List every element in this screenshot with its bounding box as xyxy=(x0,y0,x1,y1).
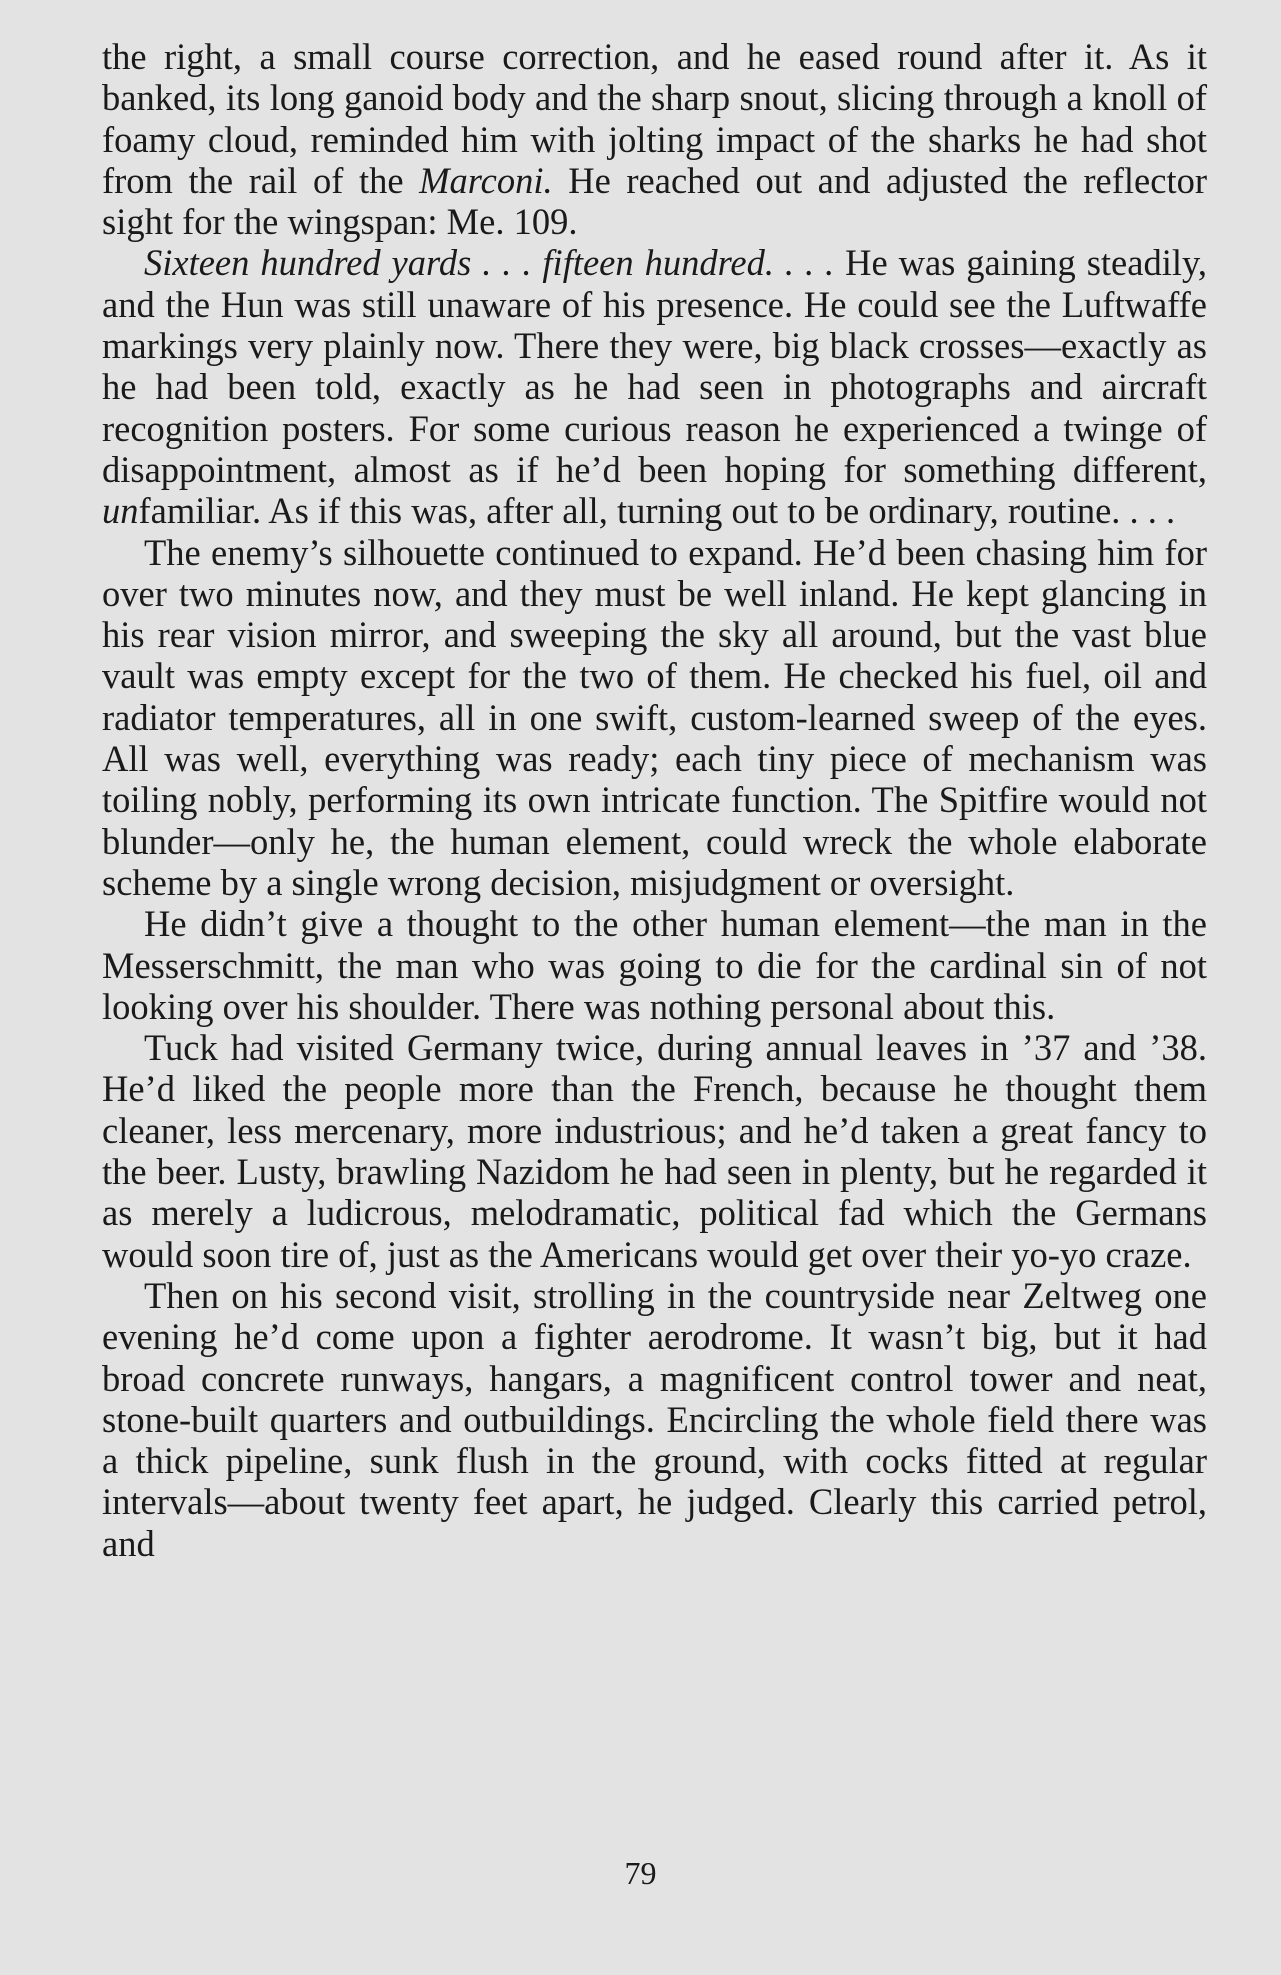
italic-run: un xyxy=(102,490,139,532)
paragraph xyxy=(102,532,1207,904)
paragraph xyxy=(102,242,1207,531)
paragraph xyxy=(102,1027,1207,1275)
paragraph xyxy=(102,903,1207,1027)
text-run: The enemy’s silhouette continued to expand. He’d been chasing him for over two minutes now, and they must be well inland. He kept glancing in his rear vision mirror, and sweeping the sky all around, but the vast blue vault was empty except for the two of them. He checked his fuel, oil and radiator temperatures, all in one swift, custom-learned sweep of the eyes. All was well, everything was ready; each tiny piece of mechanism was toiling nobly, performing its own intricate function. The Spitfire would not blunder—only he, the human element, could wreck the whole elaborate scheme by a single wrong decision, misjudgment or oversight. xyxy=(102,531,1207,903)
paragraph xyxy=(102,36,1207,242)
paragraph xyxy=(102,1275,1207,1564)
text-run: Tuck had visited Germany twice, during annual leaves in ’37 and ’38. He’d liked the people more than the French, because he thought them cleaner, less mercenary, more industrious; and he’d taken a great fancy to the beer. Lusty, brawling Nazidom he had seen in plenty, but he regarded it as merely a ludicrous, melodramatic, political fad which the Germans would soon tire of, just as the Americans would get over their yo-yo craze. xyxy=(102,1027,1207,1275)
text-run: the right, a small course correction, and he eased round after it. As it banked, its long ganoid body and the sharp snout, slicing through a knoll of foamy cloud, reminded him with jolting impact of the sharks he had shot from the rail of the xyxy=(102,36,1207,201)
text-run: familiar. As if this was, after all, turning out to be ordinary, routine. . . . xyxy=(138,490,1176,532)
body-text xyxy=(102,36,1207,1564)
text-run: He was gaining steadily, and the Hun was still unaware of his presence. He could see the Luftwaffe markings very plainly now. There they were, big black crosses—exactly as he had been told, exactly as he had seen in photographs and aircraft recognition posters. For some curious reason he experienced a twinge of disappointment, almost as if he’d been hoping for something different, xyxy=(102,242,1207,490)
italic-run: Sixteen hundred yards . . . fifteen hundred. . . . xyxy=(144,242,835,284)
text-run: Then on his second visit, strolling in the countryside near Zeltweg one evening he’d come upon a fighter aerodrome. It wasn’t big, but it had broad concrete runways, hangars, a magnificent control tower and neat, stone-built quarters and outbuildings. Encircling the whole field there was a thick pipeline, sunk flush in the ground, with cocks fitted at regular intervals—about twenty feet apart, he judged. Clearly this carried petrol, and xyxy=(102,1274,1207,1564)
ship-name: Marconi. xyxy=(419,159,553,201)
text-run: He reached out and adjusted the reflector sight for the wingspan: Me. 109. xyxy=(102,159,1207,243)
text-run: He didn’t give a thought to the other human element—the man in the Messerschmitt, the man who was going to die for the cardinal sin of not looking over his shoulder. There was nothing personal about this. xyxy=(102,903,1207,1027)
page-number: 79 xyxy=(624,1855,657,1891)
